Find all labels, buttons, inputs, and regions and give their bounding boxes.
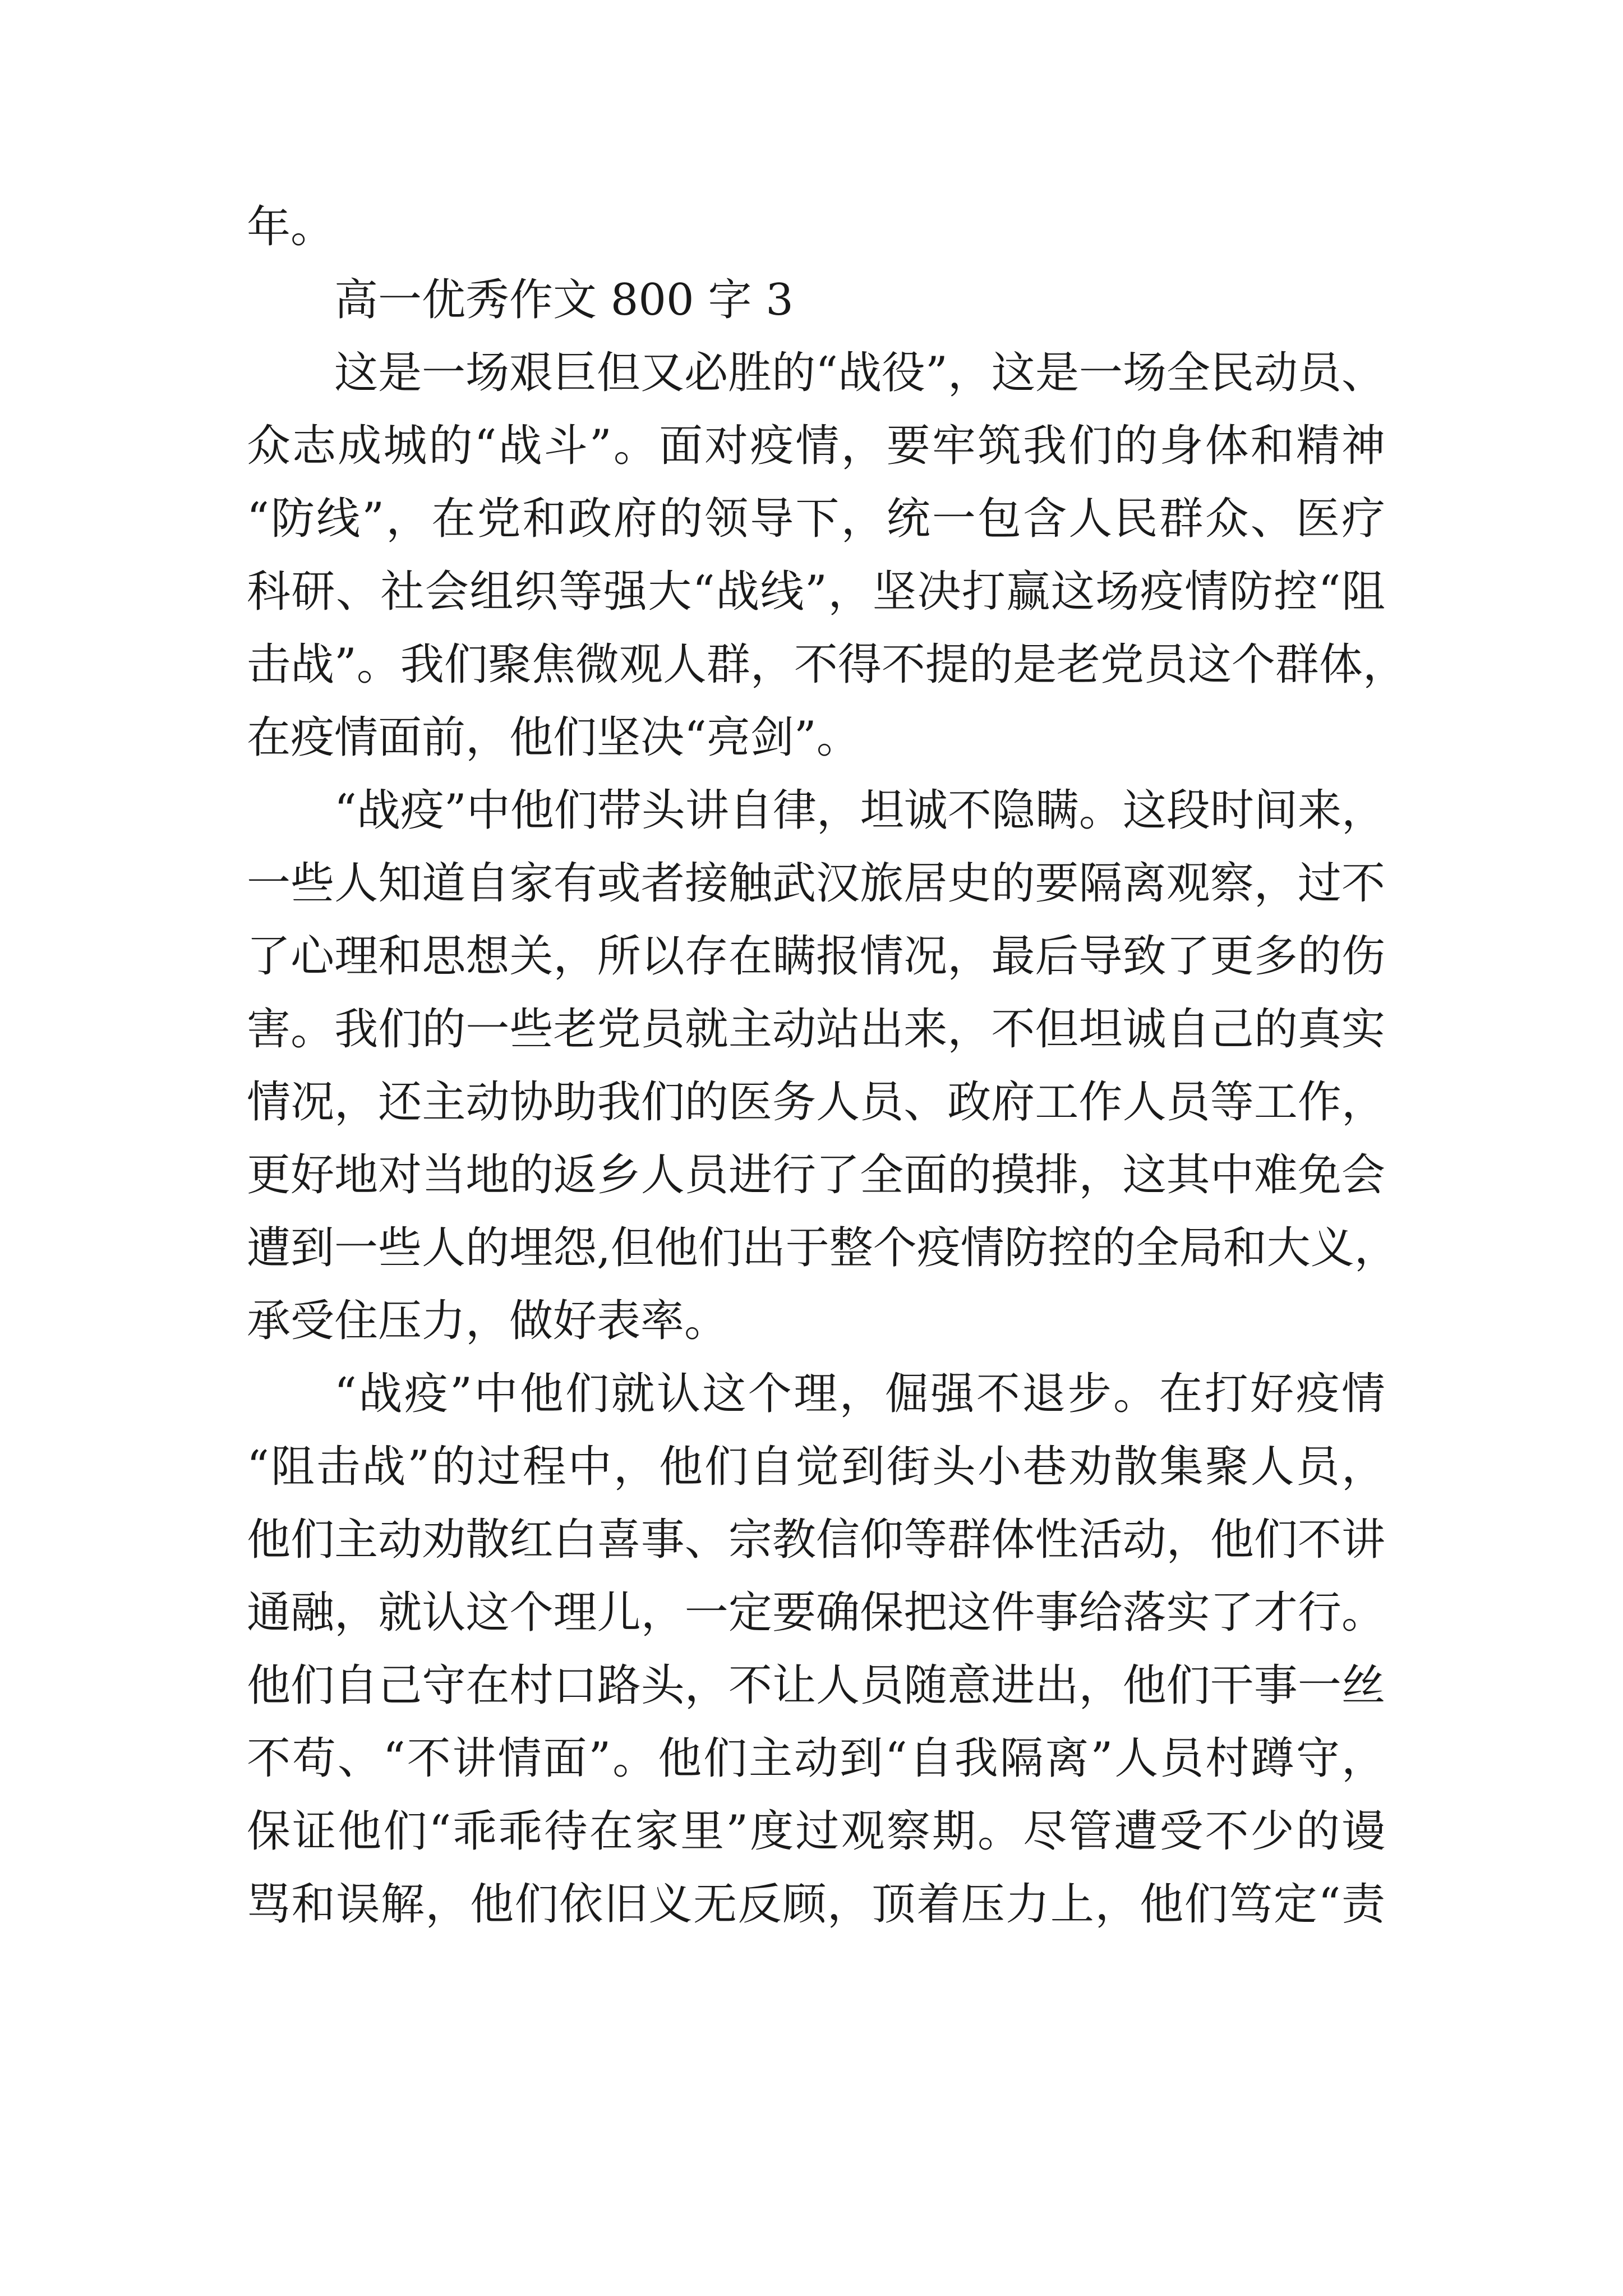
- text-line: 一些人知道自家有或者接触武汉旅居史的要隔离观察，过不: [247, 858, 1385, 909]
- text-line: 他们主动劝散红白喜事、宗教信仰等群体性活动，他们不讲: [247, 1515, 1385, 1565]
- text-line: “战疫”中他们就认这个理，倔强不退步。在打好疫情: [334, 1369, 1385, 1419]
- text-line: 他们自己守在村口路头，不让人员随意进出，他们干事一丝: [247, 1660, 1385, 1711]
- text-line: “战疫”中他们带头讲自律，坦诚不隐瞒。这段时间来，: [334, 785, 1385, 836]
- text-line: 承受住压力，做好表率。: [247, 1296, 728, 1346]
- text-line: 害。我们的一些老党员就主动站出来，不但坦诚自己的真实: [247, 1004, 1385, 1055]
- text-line: 在疫情面前，他们坚决“亮剑”。: [247, 712, 860, 763]
- text-line: 击战”。我们聚焦微观人群，不得不提的是老党员这个群体，: [247, 639, 1407, 690]
- text-line: “阻击战”的过程中，他们自觉到街头小巷劝散集聚人员，: [247, 1442, 1385, 1492]
- text-line: 通融，就认这个理儿，一定要确保把这件事给落实了才行。: [247, 1588, 1385, 1638]
- text-line: 年。: [247, 202, 335, 252]
- text-line: 骂和误解，他们依旧义无反顾，顶着压力上，他们笃定“责: [247, 1879, 1385, 1930]
- text-line: 情况，还主动协助我们的医务人员、政府工作人员等工作，: [247, 1077, 1385, 1128]
- text-line: 更好地对当地的返乡人员进行了全面的摸排，这其中难免会: [247, 1150, 1385, 1200]
- text-line: 这是一场艰巨但又必胜的“战役”，这是一场全民动员、: [334, 348, 1385, 398]
- text-line: 了心理和思想关，所以存在瞒报情况，最后导致了更多的伤: [247, 931, 1385, 982]
- text-line: 众志成城的“战斗”。面对疫情，要牢筑我们的身体和精神: [247, 421, 1385, 471]
- text-line: 遭到一些人的埋怨,但他们出于整个疫情防控的全局和大义，: [247, 1223, 1398, 1273]
- text-line: 保证他们“乖乖待在家里”度过观察期。尽管遭受不少的谩: [247, 1806, 1385, 1857]
- section-heading: 高一优秀作文 800 字 3: [334, 275, 794, 325]
- essay-text: [247, 191, 1407, 1941]
- text-line: 科研、社会组织等强大“战线”，坚决打赢这场疫情防控“阻: [247, 567, 1385, 617]
- text-line: 不苟、“不讲情面”。他们主动到“自我隔离”人员村蹲守，: [247, 1733, 1385, 1784]
- text-line: “防线”，在党和政府的领导下，统一包含人民群众、医疗: [247, 494, 1385, 544]
